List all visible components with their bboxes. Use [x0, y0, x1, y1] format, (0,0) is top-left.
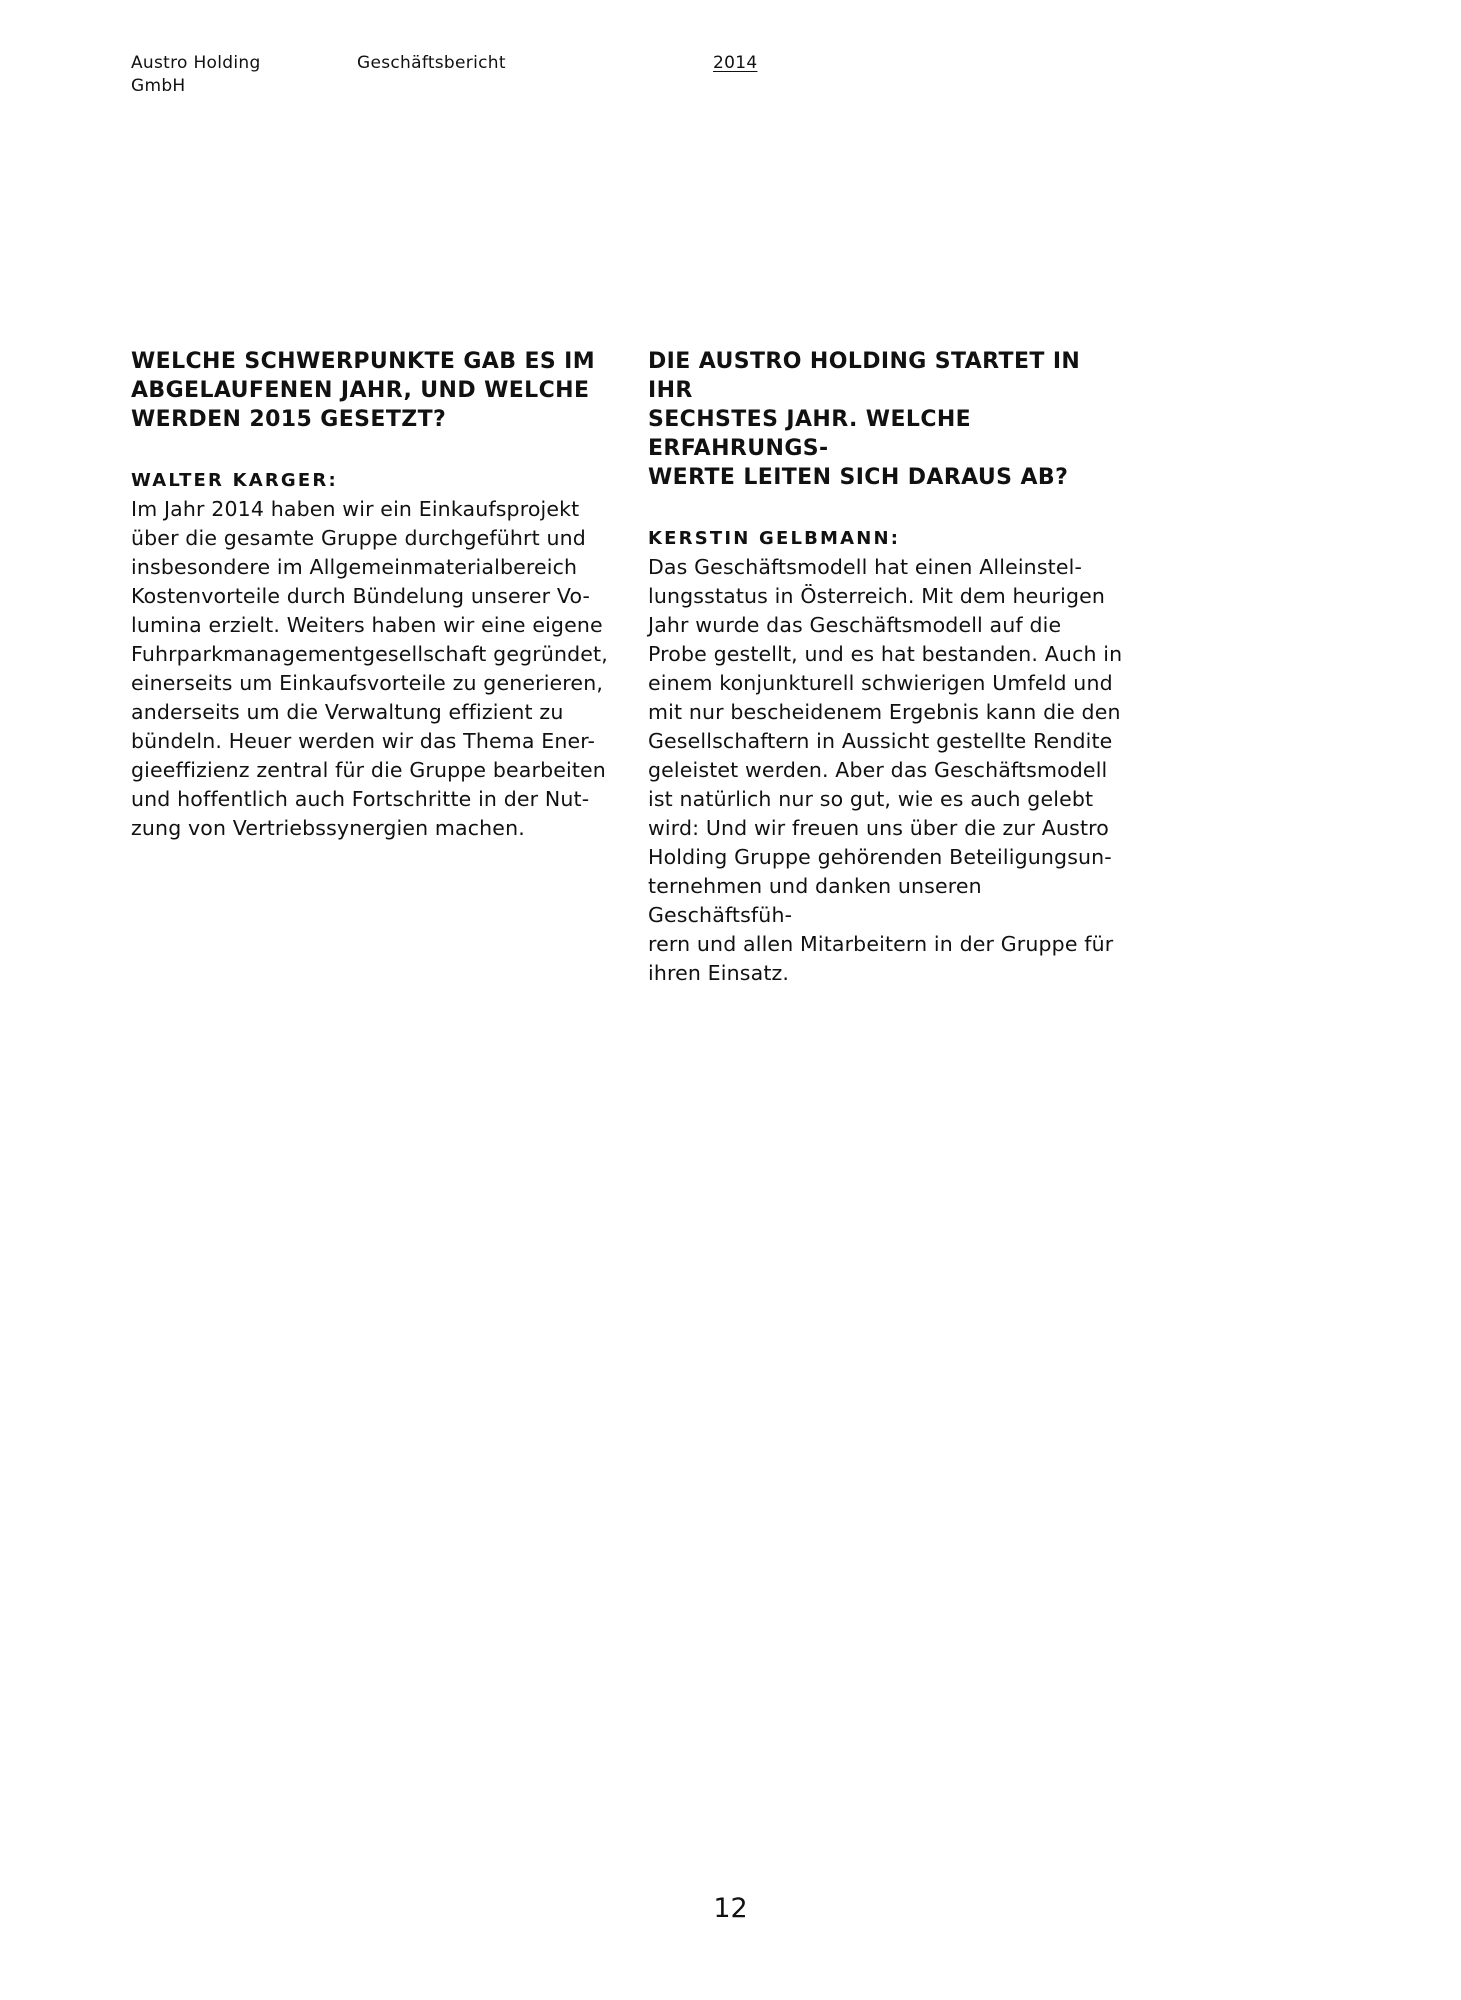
- speaker-name: WALTER KARGER:: [131, 470, 338, 491]
- interview-section-right: [648, 347, 1128, 988]
- document-type: Geschäftsbericht: [357, 53, 506, 73]
- interview-question: DIE AUSTRO HOLDING STARTET IN IHR SECHSTES JAHR. WELCHE ERFAHRUNGS- WERTE LEITEN SICH DARAUS AB?: [648, 349, 1081, 490]
- interview-section-left: [131, 347, 611, 843]
- interview-answer: Im Jahr 2014 haben wir ein Einkaufsprojekt über die gesamte Gruppe durchgeführt und insbesondere im Allgemeinmaterialbereich Kostenvorteile durch Bündelung unserer Vo- lumina erzielt. Weiters haben wir eine eigene Fuhrparkmanagementgesellschaft gegründet, einerseits um Einkaufsvorteile zu generieren, anderseits um die Verwaltung effizient zu bündeln. Heuer werden wir das Thema Ener- gieeffizienz zentral für die Gruppe bearbeiten und hoffentlich auch Fortschritte in der Nut- zung von Vertriebssynergien machen.: [131, 497, 608, 840]
- interview-answer: Das Geschäftsmodell hat einen Alleinstel- lungsstatus in Österreich. Mit dem heurigen Jahr wurde das Geschäftsmodell auf die Probe gestellt, und es hat bestanden. Auch in einem konjunkturell schwierigen Umfeld und mit nur bescheidenem Ergebnis kann die den Gesellschaftern in Aussicht gestellte Rendite geleistet werden. Aber das Geschäftsmodell ist natürlich nur so gut, wie es auch gelebt wird: Und wir freuen uns über die zur Austro Holding Gruppe gehörenden Beteiligungsun- ternehmen und danken unseren Geschäftsfüh- rern und allen Mitarbeitern in der Gruppe für ihren Einsatz.: [648, 555, 1123, 985]
- page-header: [0, 52, 1461, 102]
- interview-question: WELCHE SCHWERPUNKTE GAB ES IM ABGELAUFENEN JAHR, UND WELCHE WERDEN 2015 GESETZT?: [131, 349, 596, 432]
- company-name: Austro Holding GmbH: [131, 53, 261, 96]
- report-year: 2014: [713, 53, 758, 73]
- speaker-name: KERSTIN GELBMANN:: [648, 528, 901, 549]
- page-number: 12: [713, 1893, 748, 1924]
